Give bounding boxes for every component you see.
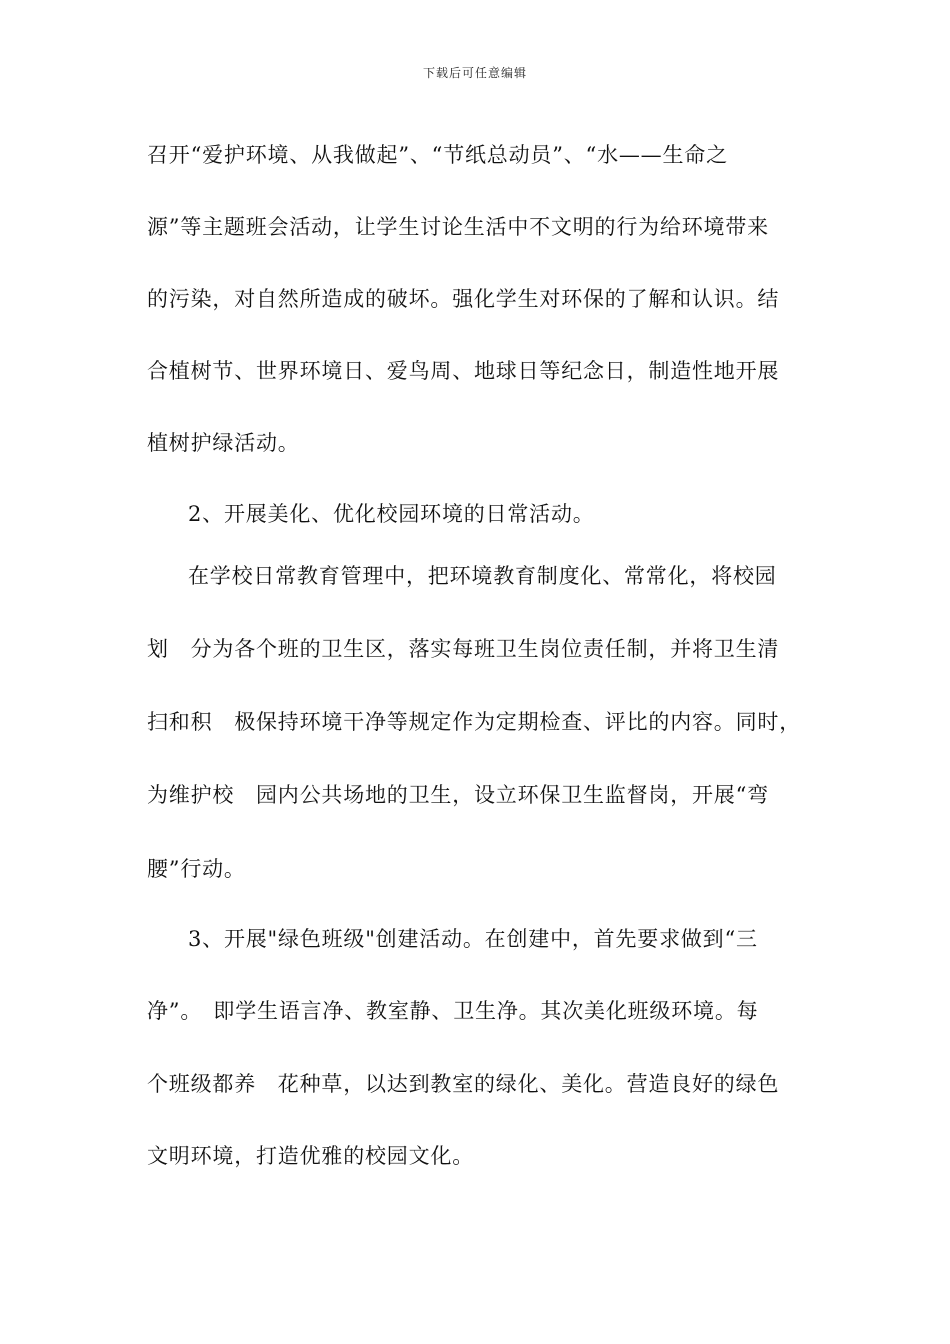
- body-line: 个班级都养 花种草，以达到教室的绿化、美化。营造良好的绿色: [147, 1072, 780, 1096]
- body-line: 为维护校 园内公共场地的卫生，设立环保卫生监督岗，开展“弯: [147, 783, 769, 807]
- body-line: 腰”行动。: [147, 857, 246, 881]
- body-line: 源”等主题班会活动，让学生讨论生活中不文明的行为给环境带来: [147, 215, 769, 239]
- body-line: 扫和积 极保持环境干净等规定作为定期检查、评比的内容。同时，: [147, 710, 801, 734]
- body-line: 召开“爱护环境、从我做起”、“节纸总动员”、“水——生命之: [147, 143, 728, 167]
- body-line: 文明环境，打造优雅的校园文化。: [147, 1144, 474, 1168]
- body-line: 在学校日常教育管理中，把环境教育制度化、常常化，将校园: [188, 564, 777, 588]
- section-heading: 3、开展"绿色班级"创建活动。在创建中，首先要求做到“三: [188, 927, 758, 951]
- section-heading: 2、开展美化、优化校园环境的日常活动。: [188, 502, 595, 526]
- body-line: 净”。 即学生语言净、教室静、卫生净。其次美化班级环境。每: [147, 999, 759, 1023]
- body-line: 合植树节、世界环境日、爱鸟周、地球日等纪念日，制造性地开展: [147, 359, 780, 383]
- body-line: 划 分为各个班的卫生区，落实每班卫生岗位责任制，并将卫生清: [147, 637, 780, 661]
- body-line: 的污染，对自然所造成的破坏。强化学生对环保的了解和认识。结: [147, 287, 780, 311]
- page-header: 下载后可任意编辑: [422, 66, 527, 80]
- body-line: 植树护绿活动。: [147, 431, 300, 455]
